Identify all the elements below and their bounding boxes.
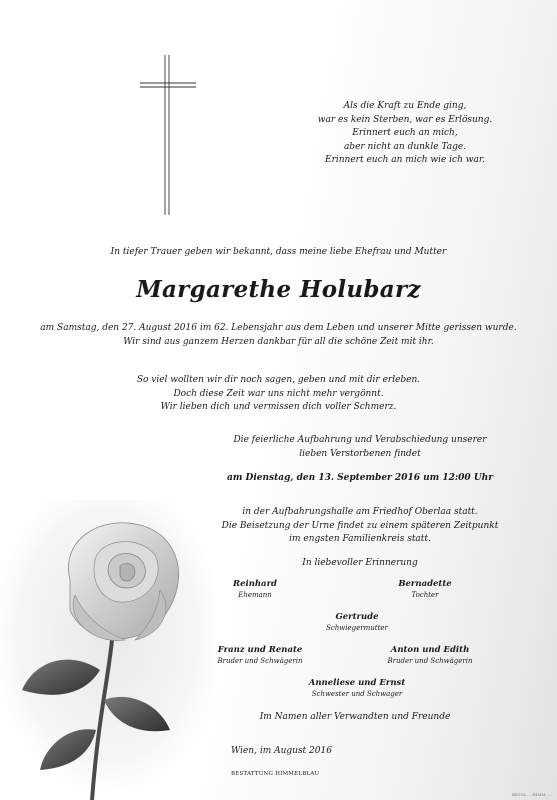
relative-relation: Bruder und Schwägerin [387,657,473,665]
relative-relation: Ehemann [238,591,272,599]
relative-entry [345,644,515,666]
relative-name: Anneliese und Ernst [308,678,406,688]
relative-relation: Bruder und Schwägerin [217,657,303,665]
relative-name: Franz und Renate [217,645,303,655]
footer-note: BESTA ... HIMM ... [512,792,551,797]
place-line: im engsten Familienkreis statt. [289,534,431,544]
relative-name: Anton und Edith [390,645,470,655]
rose-image [0,500,215,800]
deceased-name: Margarethe Holubarz [136,276,421,303]
death-notice [20,322,537,349]
ceremony-intro [220,434,500,461]
ceremony-line: lieben Verstorbenen findet [299,448,421,459]
relative-name: Bernadette [398,579,452,589]
poem-line: war es kein Sterben, war es Erlösung. [317,114,493,125]
memory-line: In liebevoller Erinnerung [302,558,418,568]
ceremony-line: Die feierliche Aufbahrung und Verabschiedung unserer [233,435,487,445]
relative-entry [272,611,442,633]
verse-line: So viel wollten wir dir noch sagen, geben und mit dir erleben. [136,375,421,385]
ceremony-date: am Dienstag, den 13. September 2016 um 12:00 Uhr [227,473,493,483]
poem-line: Erinnert euch an mich, [352,128,458,138]
poem-line: Als die Kraft zu Ende ging, [343,101,467,111]
relative-relation: Tochter [411,591,439,599]
relative-name: Gertrude [335,612,379,622]
poem-line: aber nicht an dunkle Tage. [343,141,467,152]
death-notice-line: am Samstag, den 27. August 2016 im 62. Lebensjahr aus dem Leben und unserer Mitte gerissen wurde. [40,323,517,333]
poem [290,100,520,168]
place-and-date: Wien, im August 2016 [231,746,332,756]
verse-line: Wir lieben dich und vermissen dich voller Schmerz. [160,402,397,412]
second-verse [70,374,487,415]
relative-entry [272,677,442,699]
death-notice-line: Wir sind aus ganzem Herzen dankbar für all die schöne Zeit mit ihr. [123,336,434,347]
ceremony-place [215,506,505,547]
announcement-intro: In tiefer Trauer geben wir bekannt, dass meine liebe Ehefrau und Mutter [110,247,447,257]
verse-line: Doch diese Zeit war uns nicht mehr vergönnt. [173,388,384,399]
all-relatives-line: Im Namen aller Verwandten und Freunde [259,712,451,722]
poem-line: Erinnert euch an mich wie ich war. [325,155,485,165]
relative-entry [340,578,510,600]
place-line: in der Aufbahrungshalle am Friedhof Oberlaa statt. [242,507,478,517]
place-line: Die Beisetzung der Urne findet zu einem späteren Zeitpunkt [221,520,499,531]
cross-icon [138,55,198,217]
relative-relation: Schwiegermutter [326,624,388,632]
relative-relation: Schwester und Schwager [311,690,403,698]
undertaker-name: BESTATTUNG HIMMELBLAU [231,771,320,777]
relative-name: Reinhard [233,579,277,589]
